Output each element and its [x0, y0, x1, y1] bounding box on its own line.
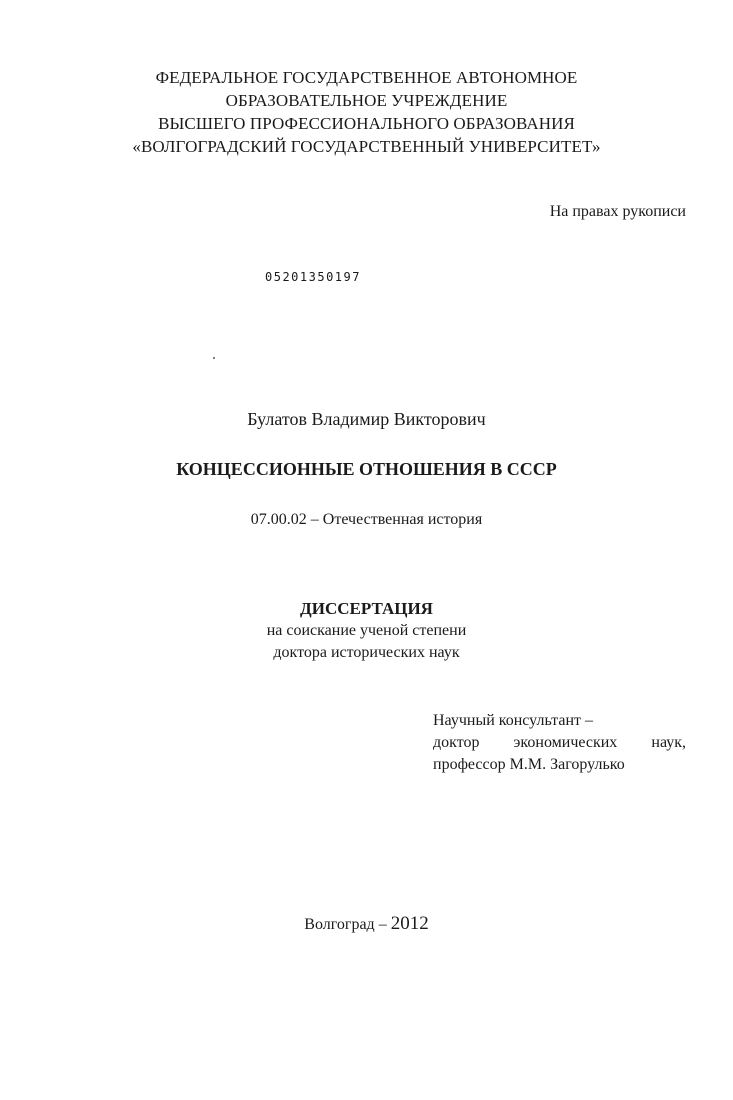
city: Волгоград – — [304, 916, 387, 933]
degree-name: доктора исторических наук — [273, 644, 460, 661]
document-kind: ДИССЕРТАЦИЯ — [300, 599, 433, 618]
consultant-name: профессор М.М. Загорулько — [433, 756, 625, 773]
specialty-code: 07.00.02 – Отечественная история — [250, 511, 483, 528]
institution-line-3: ВЫСШЕГО ПРОФЕССИОНАЛЬНОГО ОБРАЗОВАНИЯ — [158, 114, 575, 133]
author-name: Булатов Владимир Викторович — [247, 409, 486, 429]
institution-line-4: «ВОЛГОГРАДСКИЙ ГОСУДАРСТВЕННЫЙ УНИВЕРСИТЕТ» — [132, 137, 601, 156]
place-and-year — [0, 913, 733, 935]
institution-header — [0, 66, 733, 158]
consultant-degree-word-1: доктор — [433, 734, 480, 751]
institution-line-2: ОБРАЗОВАТЕЛЬНОЕ УЧРЕЖДЕНИЕ — [225, 91, 508, 110]
consultant-degree-word-3: наук, — [651, 734, 686, 751]
consultant-degree-line — [433, 732, 686, 754]
consultant-degree-word-2: экономических — [513, 734, 618, 751]
degree-purpose: на соискание ученой степени — [266, 622, 467, 639]
scan-speck — [213, 357, 215, 359]
scientific-consultant-block — [433, 710, 686, 776]
institution-line-1: ФЕДЕРАЛЬНОЕ ГОСУДАРСТВЕННОЕ АВТОНОМНОЕ — [155, 68, 578, 87]
manuscript-rights-note: На правах рукописи — [549, 203, 686, 220]
dissertation-title: КОНЦЕССИОННЫЕ ОТНОШЕНИЯ В СССР — [176, 459, 557, 479]
registration-number: 05201350197 — [265, 270, 361, 284]
consultant-role: Научный консультант – — [433, 712, 593, 729]
year: 2012 — [390, 913, 429, 934]
document-type-block — [0, 598, 733, 664]
